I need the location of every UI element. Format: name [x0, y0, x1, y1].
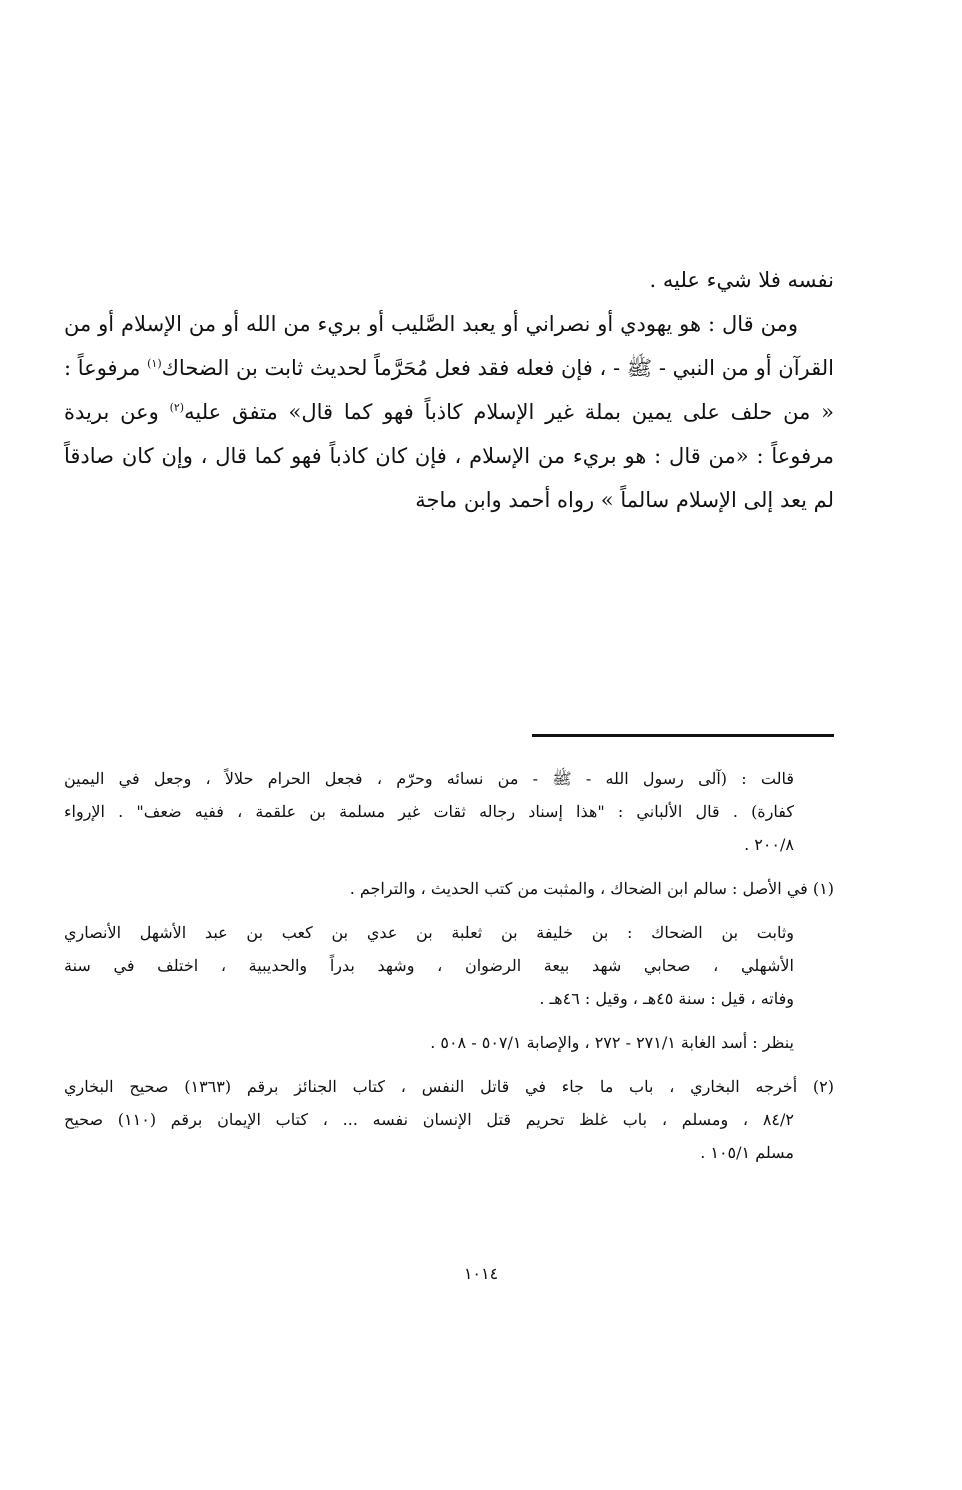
footnote-line: ٨٤/٢ ، ومسلم ، باب غلظ تحريم قتل الإنسان نفسه ... ، كتاب الإيمان برقم (١١٠) صحيح [64, 1110, 794, 1129]
footnote-line: قالت : (آلى رسول الله - ﷺ - من نسائه وحرّم ، فجعل الحرام حلالاً ، وجعل في اليمين [64, 769, 794, 788]
text-line: متفق عليه [184, 400, 278, 424]
text-line: نفسه فلا شيء عليه . [649, 268, 834, 292]
footnote-2 [64, 1070, 834, 1169]
text-line: الإسلام أو من القرآن أو من النبي - ﷺ - ، فإن فعله فقد فعل مُحَرَّماً لحديث ثابت بن [64, 312, 834, 380]
footnote-line: كفارة) . قال الألباني : "هذا إسناد رجاله ثقات غير مسلمة بن علقمة ، ففيه ضعف" . الإرواء [64, 802, 795, 821]
text-line: مرفوعاً : « من حلف على يمين بملة غير الإسلام كاذباً فهو كما قال» [64, 356, 835, 424]
footnote-line: وفاته ، قيل : سنة ٤٥هـ ، وقيل : ٤٦هـ . [539, 989, 794, 1008]
footnote-1-biography [64, 916, 834, 1015]
footnote-line: الأشهلي ، صحابي شهد بيعة الرضوان ، وشهد بدراً والحديبية ، اختلف في سنة [64, 956, 794, 975]
footnotes [64, 762, 834, 1180]
page-number: ١٠١٤ [463, 1264, 499, 1283]
text-line: كاذباً فهو كما قال ، وإن كان صادقاً لم يعد إلى الإسلام سالماً » رواه أحمد وابن ماجة [64, 444, 834, 512]
footnote-line: ينظر : أسد الغابة ٢٧١/١ - ٢٧٢ ، والإصابة ٥٠٧/١ - ٥٠٨ . [430, 1033, 794, 1052]
footnote-line: وثابت بن الضحاك : بن خليفة بن ثعلبة بن عدي بن كعب بن عبد الأشهل الأنصاري [64, 923, 794, 942]
footnote-1 [64, 872, 834, 905]
footnote-line: ٢٠٠/٨ . [744, 835, 794, 854]
footnote-continuation [64, 762, 834, 861]
footnote-line: (٢) أخرجه البخاري ، باب ما جاء في قاتل النفس ، كتاب الجنائز برقم (١٣٦٣) صحيح البخاري [64, 1077, 834, 1096]
paragraph-1 [64, 258, 834, 302]
footnote-line: (١) في الأصل : سالم ابن الضحاك ، والمثبت من كتب الحديث ، والتراجم . [349, 879, 834, 898]
paragraph-2 [64, 302, 834, 522]
footnote-separator [532, 734, 834, 737]
text-line: وعن بريدة مرفوعاً : «من قال : هو بريء من الإسلام ، فإن كان [64, 400, 834, 468]
text-line: ومن قال : هو يهودي أو نصراني أو يعبد الصَّليب أو بريء من الله أو من [188, 312, 798, 336]
main-text [64, 258, 834, 522]
footnote-ref-1[interactable]: (١) [147, 357, 162, 370]
text-line: الضحاك [161, 356, 230, 380]
footnote-ref-2[interactable]: (٢) [169, 401, 185, 414]
footnote-line: مسلم ١٠٥/١ . [700, 1143, 794, 1162]
footnote-1-reference [64, 1026, 834, 1059]
